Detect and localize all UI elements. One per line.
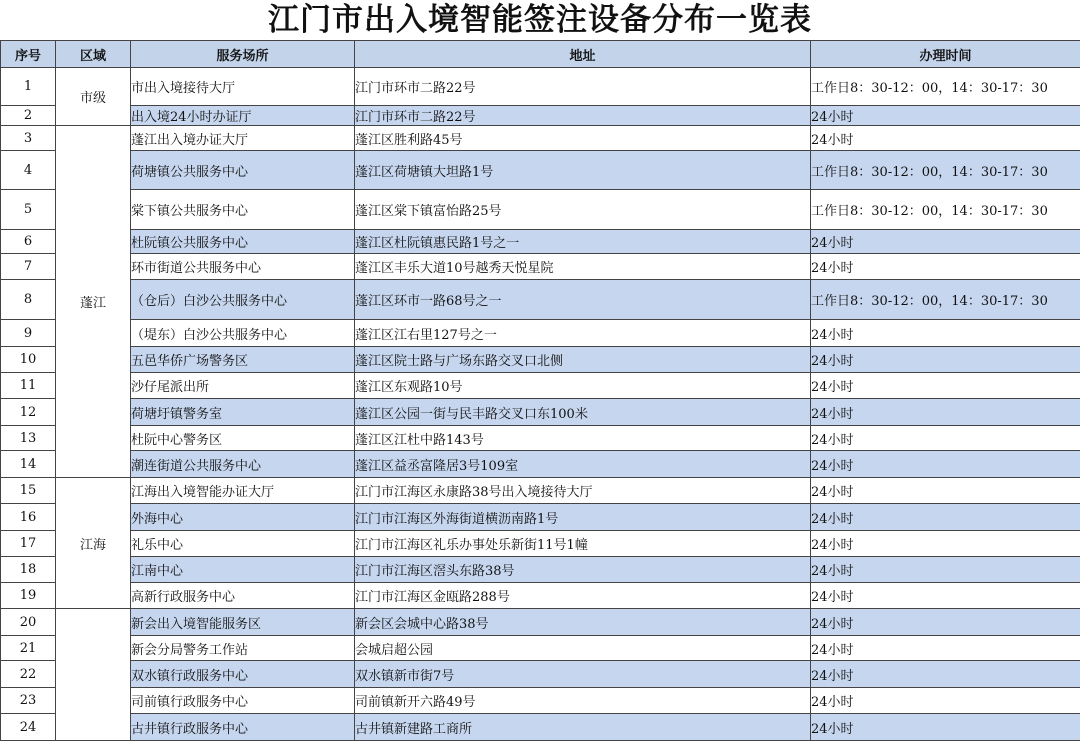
row-seq: 17 [1, 531, 56, 557]
row-address: 蓬江区公园一街与民丰路交叉口东100米 [355, 399, 811, 426]
row-region: 蓬江 [56, 126, 131, 478]
table-row [1, 583, 1080, 609]
row-place: 荷塘圩镇警务室 [131, 399, 355, 426]
row-hours: 24小时 [811, 254, 1080, 280]
row-seq: 6 [1, 230, 56, 254]
row-region [56, 609, 131, 741]
row-address: 古井镇新建路工商所 [355, 714, 811, 741]
row-seq: 10 [1, 347, 56, 373]
table-row [1, 373, 1080, 399]
table-row [1, 320, 1080, 347]
row-place: 棠下镇公共服务中心 [131, 190, 355, 230]
table-row [1, 504, 1080, 531]
page-title: 江门市出入境智能签注设备分布一览表 [268, 2, 812, 38]
row-hours: 24小时 [811, 478, 1080, 504]
row-region: 市级 [56, 68, 131, 126]
row-address: 江门市江海区外海街道横沥南路1号 [355, 504, 811, 531]
row-place: 江南中心 [131, 557, 355, 583]
row-seq: 19 [1, 583, 56, 609]
row-seq: 15 [1, 478, 56, 504]
row-seq: 9 [1, 320, 56, 347]
table-row [1, 280, 1080, 320]
row-address: 蓬江区环市一路68号之一 [355, 280, 811, 320]
row-place: 双水镇行政服务中心 [131, 661, 355, 688]
row-address: 会城启超公园 [355, 636, 811, 661]
row-hours: 工作日8：30-12：00，14：30-17：30 [811, 190, 1080, 230]
row-hours: 24小时 [811, 504, 1080, 531]
row-address: 新会区会城中心路38号 [355, 609, 811, 636]
table-row [1, 347, 1080, 373]
row-place: 荷塘镇公共服务中心 [131, 151, 355, 190]
row-seq: 24 [1, 714, 56, 741]
table-row [1, 636, 1080, 661]
header-seq: 序号 [1, 41, 56, 68]
table-row [1, 151, 1080, 190]
row-place: 市出入境接待大厅 [131, 68, 355, 106]
row-hours: 24小时 [811, 373, 1080, 399]
row-hours: 24小时 [811, 661, 1080, 688]
row-place: 江海出入境智能办证大厅 [131, 478, 355, 504]
row-place: 杜阮镇公共服务中心 [131, 230, 355, 254]
table-row [1, 426, 1080, 451]
row-place: 新会出入境智能服务区 [131, 609, 355, 636]
row-address: 蓬江区江杜中路143号 [355, 426, 811, 451]
row-address: 蓬江区江右里127号之一 [355, 320, 811, 347]
row-hours: 工作日8：30-12：00，14：30-17：30 [811, 68, 1080, 106]
row-address: 蓬江区益丞富隆居3号109室 [355, 451, 811, 478]
row-place: 出入境24小时办证厅 [131, 106, 355, 126]
row-hours: 24小时 [811, 451, 1080, 478]
row-place: 杜阮中心警务区 [131, 426, 355, 451]
row-hours: 24小时 [811, 636, 1080, 661]
row-hours: 24小时 [811, 126, 1080, 151]
row-address: 江门市江海区金瓯路288号 [355, 583, 811, 609]
row-place: 沙仔尾派出所 [131, 373, 355, 399]
table-row [1, 399, 1080, 426]
row-address: 江门市环市二路22号 [355, 68, 811, 106]
table-row [1, 230, 1080, 254]
table-row [1, 254, 1080, 280]
row-address: 蓬江区棠下镇富怡路25号 [355, 190, 811, 230]
table-body [1, 68, 1080, 741]
row-place: 五邑华侨广场警务区 [131, 347, 355, 373]
row-seq: 12 [1, 399, 56, 426]
row-hours: 24小时 [811, 557, 1080, 583]
row-hours: 24小时 [811, 347, 1080, 373]
row-place: 潮连街道公共服务中心 [131, 451, 355, 478]
row-seq: 1 [1, 68, 56, 106]
row-seq: 4 [1, 151, 56, 190]
row-address: 江门市江海区礼乐办事处乐新街11号1幢 [355, 531, 811, 557]
row-address: 蓬江区院士路与广场东路交叉口北侧 [355, 347, 811, 373]
table-row [1, 126, 1080, 151]
row-seq: 22 [1, 661, 56, 688]
row-seq: 21 [1, 636, 56, 661]
header-address: 地址 [355, 41, 811, 68]
row-hours: 24小时 [811, 426, 1080, 451]
row-region: 江海 [56, 478, 131, 609]
table-row [1, 661, 1080, 688]
table-row [1, 531, 1080, 557]
row-hours: 24小时 [811, 399, 1080, 426]
row-place: 环市街道公共服务中心 [131, 254, 355, 280]
row-hours: 24小时 [811, 106, 1080, 126]
row-hours: 24小时 [811, 230, 1080, 254]
row-seq: 16 [1, 504, 56, 531]
row-seq: 7 [1, 254, 56, 280]
row-place: （仓后）白沙公共服务中心 [131, 280, 355, 320]
row-address: 蓬江区荷塘镇大坦路1号 [355, 151, 811, 190]
row-place: 新会分局警务工作站 [131, 636, 355, 661]
table-row [1, 609, 1080, 636]
header-hours: 办理时间 [811, 41, 1080, 68]
row-address: 双水镇新市街7号 [355, 661, 811, 688]
row-seq: 5 [1, 190, 56, 230]
row-place: （堤东）白沙公共服务中心 [131, 320, 355, 347]
row-address: 江门市江海区永康路38号出入境接待大厅 [355, 478, 811, 504]
row-place: 外海中心 [131, 504, 355, 531]
row-hours: 工作日8：30-12：00，14：30-17：30 [811, 280, 1080, 320]
row-seq: 11 [1, 373, 56, 399]
header-region: 区域 [56, 41, 131, 68]
table-row [1, 451, 1080, 478]
row-hours: 24小时 [811, 320, 1080, 347]
table-row [1, 557, 1080, 583]
row-address: 蓬江区杜阮镇惠民路1号之一 [355, 230, 811, 254]
row-seq: 3 [1, 126, 56, 151]
row-address: 蓬江区丰乐大道10号越秀天悦星院 [355, 254, 811, 280]
row-place: 礼乐中心 [131, 531, 355, 557]
row-hours: 24小时 [811, 714, 1080, 741]
row-place: 蓬江出入境办证大厅 [131, 126, 355, 151]
table-row [1, 478, 1080, 504]
row-seq: 8 [1, 280, 56, 320]
row-address: 江门市环市二路22号 [355, 106, 811, 126]
table-row [1, 106, 1080, 126]
row-hours: 工作日8：30-12：00，14：30-17：30 [811, 151, 1080, 190]
row-hours: 24小时 [811, 609, 1080, 636]
row-seq: 18 [1, 557, 56, 583]
table-row [1, 68, 1080, 106]
row-hours: 24小时 [811, 583, 1080, 609]
row-place: 司前镇行政服务中心 [131, 688, 355, 714]
table-row [1, 688, 1080, 714]
row-address: 蓬江区胜利路45号 [355, 126, 811, 151]
device-distribution-table [0, 40, 1080, 741]
row-seq: 23 [1, 688, 56, 714]
table-row [1, 190, 1080, 230]
header-place: 服务场所 [131, 41, 355, 68]
row-address: 蓬江区东观路10号 [355, 373, 811, 399]
row-seq: 14 [1, 451, 56, 478]
table-header-row [1, 41, 1080, 68]
table-row [1, 714, 1080, 741]
row-address: 司前镇新开六路49号 [355, 688, 811, 714]
row-seq: 20 [1, 609, 56, 636]
row-hours: 24小时 [811, 531, 1080, 557]
row-address: 江门市江海区滘头东路38号 [355, 557, 811, 583]
row-seq: 13 [1, 426, 56, 451]
row-place: 古井镇行政服务中心 [131, 714, 355, 741]
row-hours: 24小时 [811, 688, 1080, 714]
row-seq: 2 [1, 106, 56, 126]
row-place: 高新行政服务中心 [131, 583, 355, 609]
